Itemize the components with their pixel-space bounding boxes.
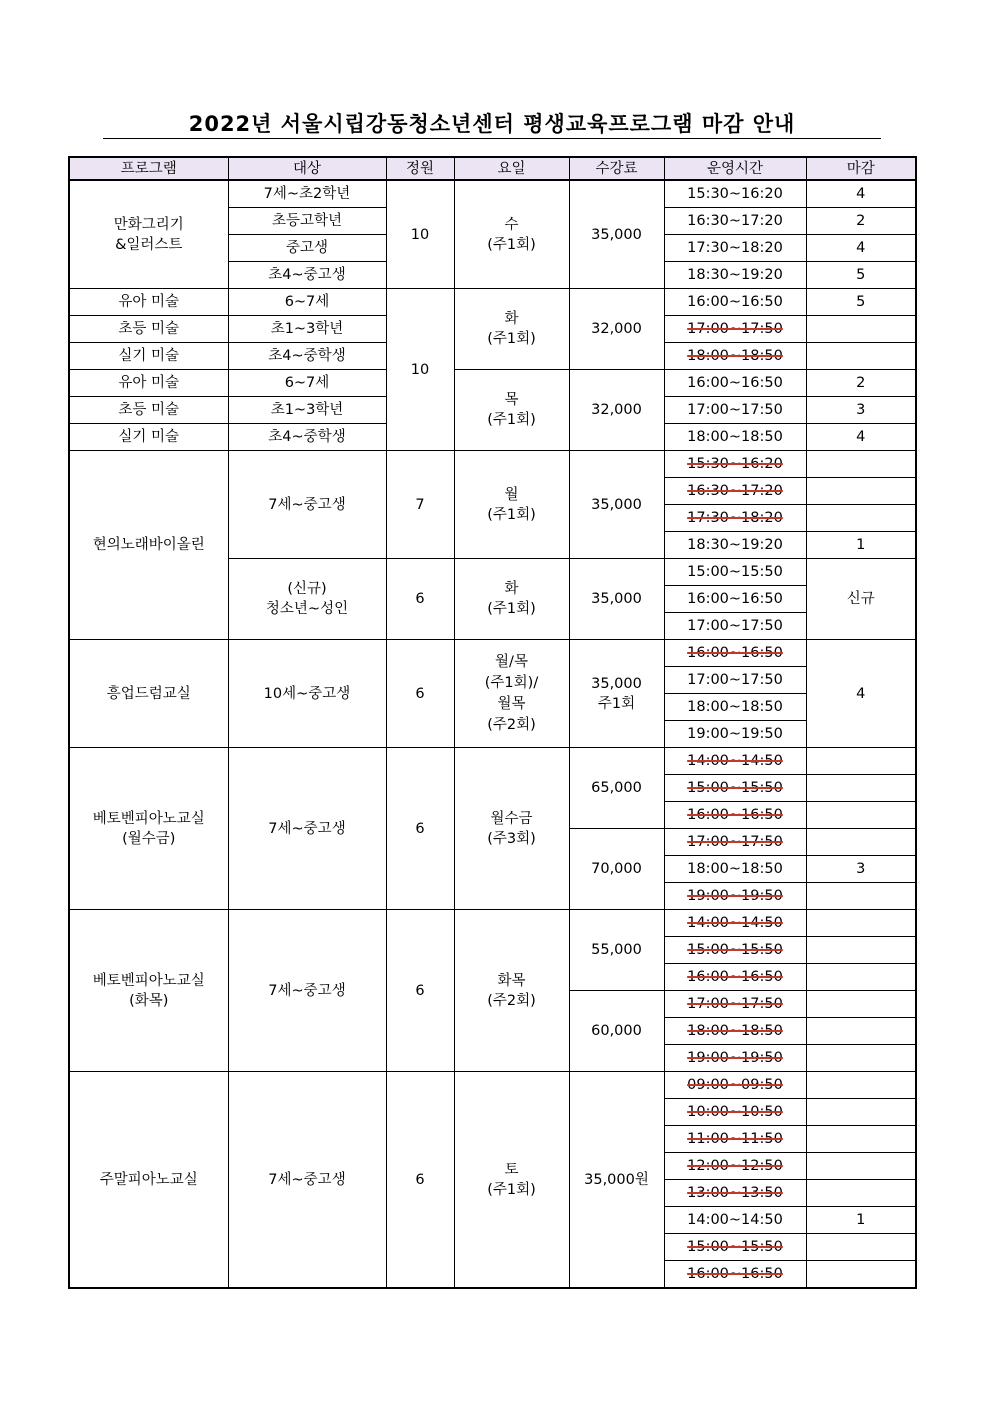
target-cell: 중고생 [228, 235, 386, 262]
time-cell: 11:00~11:50 [664, 1126, 806, 1153]
time-cell: 16:00~16:50 [664, 1261, 806, 1289]
table-row [69, 451, 916, 478]
closing-cell [806, 1126, 916, 1153]
day-cell: 화 (주1회) [454, 289, 569, 370]
header-capacity: 정원 [386, 157, 454, 180]
program-cell: 주말피아노교실 [69, 1072, 228, 1289]
time-cell: 17:00~17:50 [664, 991, 806, 1018]
day-cell: 월/목 (주1회)/ 월목 (주2회) [454, 640, 569, 748]
closing-cell: 4 [806, 640, 916, 748]
header-program: 프로그램 [69, 157, 228, 180]
time-cell: 19:00~19:50 [664, 1045, 806, 1072]
header-closing: 마감 [806, 157, 916, 180]
capacity-cell: 10 [386, 289, 454, 451]
fee-cell: 35,000원 [569, 1072, 664, 1289]
closing-cell [806, 451, 916, 478]
closing-cell [806, 478, 916, 505]
target-cell: 초등고학년 [228, 208, 386, 235]
capacity-cell: 7 [386, 451, 454, 559]
fee-cell: 32,000 [569, 289, 664, 370]
table-row [69, 910, 916, 937]
header-fee: 수강료 [569, 157, 664, 180]
table-row [69, 370, 916, 397]
closing-cell [806, 991, 916, 1018]
time-cell: 17:00~17:50 [664, 829, 806, 856]
closing-cell [806, 1153, 916, 1180]
target-cell: 초4~중고생 [228, 262, 386, 289]
day-cell: 월 (주1회) [454, 451, 569, 559]
header-time: 운영시간 [664, 157, 806, 180]
closing-cell [806, 964, 916, 991]
program-cell: 베토벤피아노교실 (월수금) [69, 748, 228, 910]
time-cell: 16:30~17:20 [664, 478, 806, 505]
fee-cell: 35,000 [569, 559, 664, 640]
time-cell: 09:00~09:50 [664, 1072, 806, 1099]
time-cell: 16:30~17:20 [664, 208, 806, 235]
time-cell: 16:00~16:50 [664, 964, 806, 991]
day-cell: 월수금 (주3회) [454, 748, 569, 910]
day-cell: 목 (주1회) [454, 370, 569, 451]
time-cell: 10:00~10:50 [664, 1099, 806, 1126]
closing-cell [806, 1072, 916, 1099]
table-row [69, 289, 916, 316]
time-cell: 16:00~16:50 [664, 289, 806, 316]
capacity-cell: 6 [386, 559, 454, 640]
closing-cell [806, 829, 916, 856]
time-cell: 19:00~19:50 [664, 721, 806, 748]
time-cell: 17:30~18:20 [664, 505, 806, 532]
time-cell: 17:30~18:20 [664, 235, 806, 262]
target-cell: 초1~3학년 [228, 316, 386, 343]
time-cell: 12:00~12:50 [664, 1153, 806, 1180]
header-day: 요일 [454, 157, 569, 180]
closing-cell [806, 1234, 916, 1261]
time-cell: 16:00~16:50 [664, 640, 806, 667]
fee-cell: 55,000 [569, 910, 664, 991]
table-row [69, 748, 916, 775]
fee-cell: 35,000 [569, 180, 664, 289]
time-cell: 18:30~19:20 [664, 532, 806, 559]
target-cell: 초4~중학생 [228, 424, 386, 451]
header-target: 대상 [228, 157, 386, 180]
time-cell: 14:00~14:50 [664, 910, 806, 937]
time-cell: 18:00~18:50 [664, 424, 806, 451]
program-cell: 초등 미술 [69, 316, 228, 343]
capacity-cell: 6 [386, 1072, 454, 1289]
capacity-cell: 6 [386, 640, 454, 748]
target-cell: 7세~중고생 [228, 748, 386, 910]
time-cell: 15:00~15:50 [664, 937, 806, 964]
closing-cell [806, 316, 916, 343]
time-cell: 18:00~18:50 [664, 1018, 806, 1045]
time-cell: 15:30~16:20 [664, 451, 806, 478]
day-cell: 토 (주1회) [454, 1072, 569, 1289]
time-cell: 18:00~18:50 [664, 856, 806, 883]
time-cell: 13:00~13:50 [664, 1180, 806, 1207]
day-cell: 화 (주1회) [454, 559, 569, 640]
program-cell: 흥업드럼교실 [69, 640, 228, 748]
fee-cell: 65,000 [569, 748, 664, 829]
target-cell: 7세~초2학년 [228, 180, 386, 208]
time-cell: 16:00~16:50 [664, 586, 806, 613]
target-cell: 10세~중고생 [228, 640, 386, 748]
fee-cell: 35,000 [569, 451, 664, 559]
closing-cell [806, 343, 916, 370]
closing-cell: 3 [806, 856, 916, 883]
closing-cell [806, 1018, 916, 1045]
table-row [69, 1072, 916, 1099]
time-cell: 16:00~16:50 [664, 370, 806, 397]
closing-cell: 4 [806, 235, 916, 262]
time-cell: 15:30~16:20 [664, 180, 806, 208]
table-header-row [69, 157, 916, 180]
closing-cell [806, 1045, 916, 1072]
time-cell: 14:00~14:50 [664, 1207, 806, 1234]
fee-cell: 60,000 [569, 991, 664, 1072]
program-cell: 실기 미술 [69, 343, 228, 370]
time-cell: 17:00~17:50 [664, 613, 806, 640]
time-cell: 19:00~19:50 [664, 883, 806, 910]
capacity-cell: 6 [386, 748, 454, 910]
table-row [69, 640, 916, 667]
program-cell: 유아 미술 [69, 370, 228, 397]
closing-cell: 5 [806, 262, 916, 289]
target-cell: 7세~중고생 [228, 451, 386, 559]
closing-cell [806, 748, 916, 775]
fee-cell: 35,000 주1회 [569, 640, 664, 748]
closing-cell: 2 [806, 370, 916, 397]
closing-cell [806, 1099, 916, 1126]
closing-cell [806, 802, 916, 829]
target-cell: 초1~3학년 [228, 397, 386, 424]
day-cell: 수 (주1회) [454, 180, 569, 289]
page-title: 2022년 서울시립강동청소년센터 평생교육프로그램 마감 안내 [188, 112, 796, 136]
closing-cell: 신규 [806, 559, 916, 640]
program-cell: 만화그리기 &일러스트 [69, 180, 228, 289]
time-cell: 18:30~19:20 [664, 262, 806, 289]
time-cell: 17:00~17:50 [664, 397, 806, 424]
closing-cell: 3 [806, 397, 916, 424]
closing-cell [806, 1261, 916, 1289]
capacity-cell: 6 [386, 910, 454, 1072]
program-cell: 베토벤피아노교실 (화목) [69, 910, 228, 1072]
target-cell: 7세~중고생 [228, 910, 386, 1072]
time-cell: 17:00~17:50 [664, 667, 806, 694]
program-cell: 초등 미술 [69, 397, 228, 424]
target-cell: 초4~중학생 [228, 343, 386, 370]
closing-cell [806, 1180, 916, 1207]
time-cell: 18:00~18:50 [664, 694, 806, 721]
title-underline [103, 138, 881, 139]
fee-cell: 70,000 [569, 829, 664, 910]
closing-cell [806, 775, 916, 802]
closing-cell: 1 [806, 532, 916, 559]
closing-cell: 5 [806, 289, 916, 316]
time-cell: 18:00~18:50 [664, 343, 806, 370]
closing-cell [806, 505, 916, 532]
program-cell: 현의노래바이올린 [69, 451, 228, 640]
time-cell: 14:00~14:50 [664, 748, 806, 775]
closing-cell: 4 [806, 180, 916, 208]
closing-cell: 2 [806, 208, 916, 235]
closing-cell: 4 [806, 424, 916, 451]
time-cell: 16:00~16:50 [664, 802, 806, 829]
closing-cell [806, 910, 916, 937]
target-cell: 7세~중고생 [228, 1072, 386, 1289]
time-cell: 15:00~15:50 [664, 1234, 806, 1261]
closing-cell [806, 937, 916, 964]
program-cell: 실기 미술 [69, 424, 228, 451]
program-schedule-table [68, 156, 917, 1289]
table-row [69, 180, 916, 208]
target-cell: 6~7세 [228, 370, 386, 397]
day-cell: 화목 (주2회) [454, 910, 569, 1072]
closing-cell: 1 [806, 1207, 916, 1234]
closing-cell [806, 883, 916, 910]
target-cell: 6~7세 [228, 289, 386, 316]
capacity-cell: 10 [386, 180, 454, 289]
fee-cell: 32,000 [569, 370, 664, 451]
program-cell: 유아 미술 [69, 289, 228, 316]
time-cell: 17:00~17:50 [664, 316, 806, 343]
time-cell: 15:00~15:50 [664, 775, 806, 802]
time-cell: 15:00~15:50 [664, 559, 806, 586]
target-cell: (신규) 청소년~성인 [228, 559, 386, 640]
